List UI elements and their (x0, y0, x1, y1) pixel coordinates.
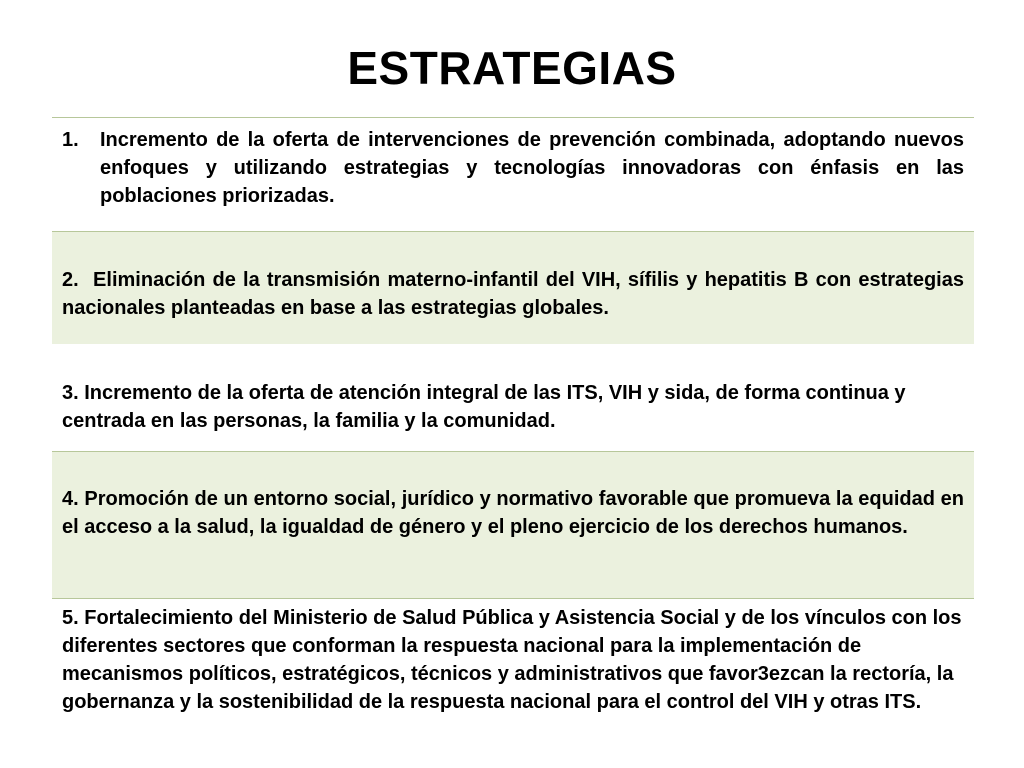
strategy-row-2 (52, 231, 974, 344)
strategy-row-5 (52, 598, 974, 748)
strategy-row-1 (52, 118, 974, 231)
strategy-5-text: 5. Fortalecimiento del Ministerio de Salud Pública y Asistencia Social y de los vínculos con los diferentes sectores que conforman la respuesta nacional para la implementación de mecanismos políticos, estratégicos, técnicos y administrativos que favor3ezcan la rectoría, la gobernanza y la sostenibilidad de la respuesta nacional para el control del VIH y otras ITS. (62, 607, 962, 713)
strategy-1-number: 1. (62, 129, 79, 151)
slide-title: ESTRATEGIAS (347, 42, 677, 94)
strategy-2-text: 2. Eliminación de la transmisión materno-infantil del VIH, sífilis y hepatitis B con estrategias nacionales planteadas en base a las estrategias globales. (62, 269, 970, 319)
strategy-1-text: Incremento de la oferta de intervenciones de prevención combinada, adoptando nuevos enfoques y utilizando estrategias y tecnologías innovadoras con énfasis en las poblaciones priorizadas. (100, 129, 964, 207)
strategy-row-4 (52, 451, 974, 598)
strategy-1-block (62, 126, 964, 210)
strategy-table (52, 117, 974, 748)
strategy-4-text: 4. Promoción de un entorno social, jurídico y normativo favorable que promueva la equidad en el acceso a la salud, la igualdad de género y el pleno ejercicio de los derechos humanos. (62, 488, 964, 538)
strategy-3-text: 3. Incremento de la oferta de atención integral de las ITS, VIH y sida, de forma continua y centrada en las personas, la familia y la comunidad. (62, 382, 906, 432)
strategy-row-3 (52, 344, 974, 451)
